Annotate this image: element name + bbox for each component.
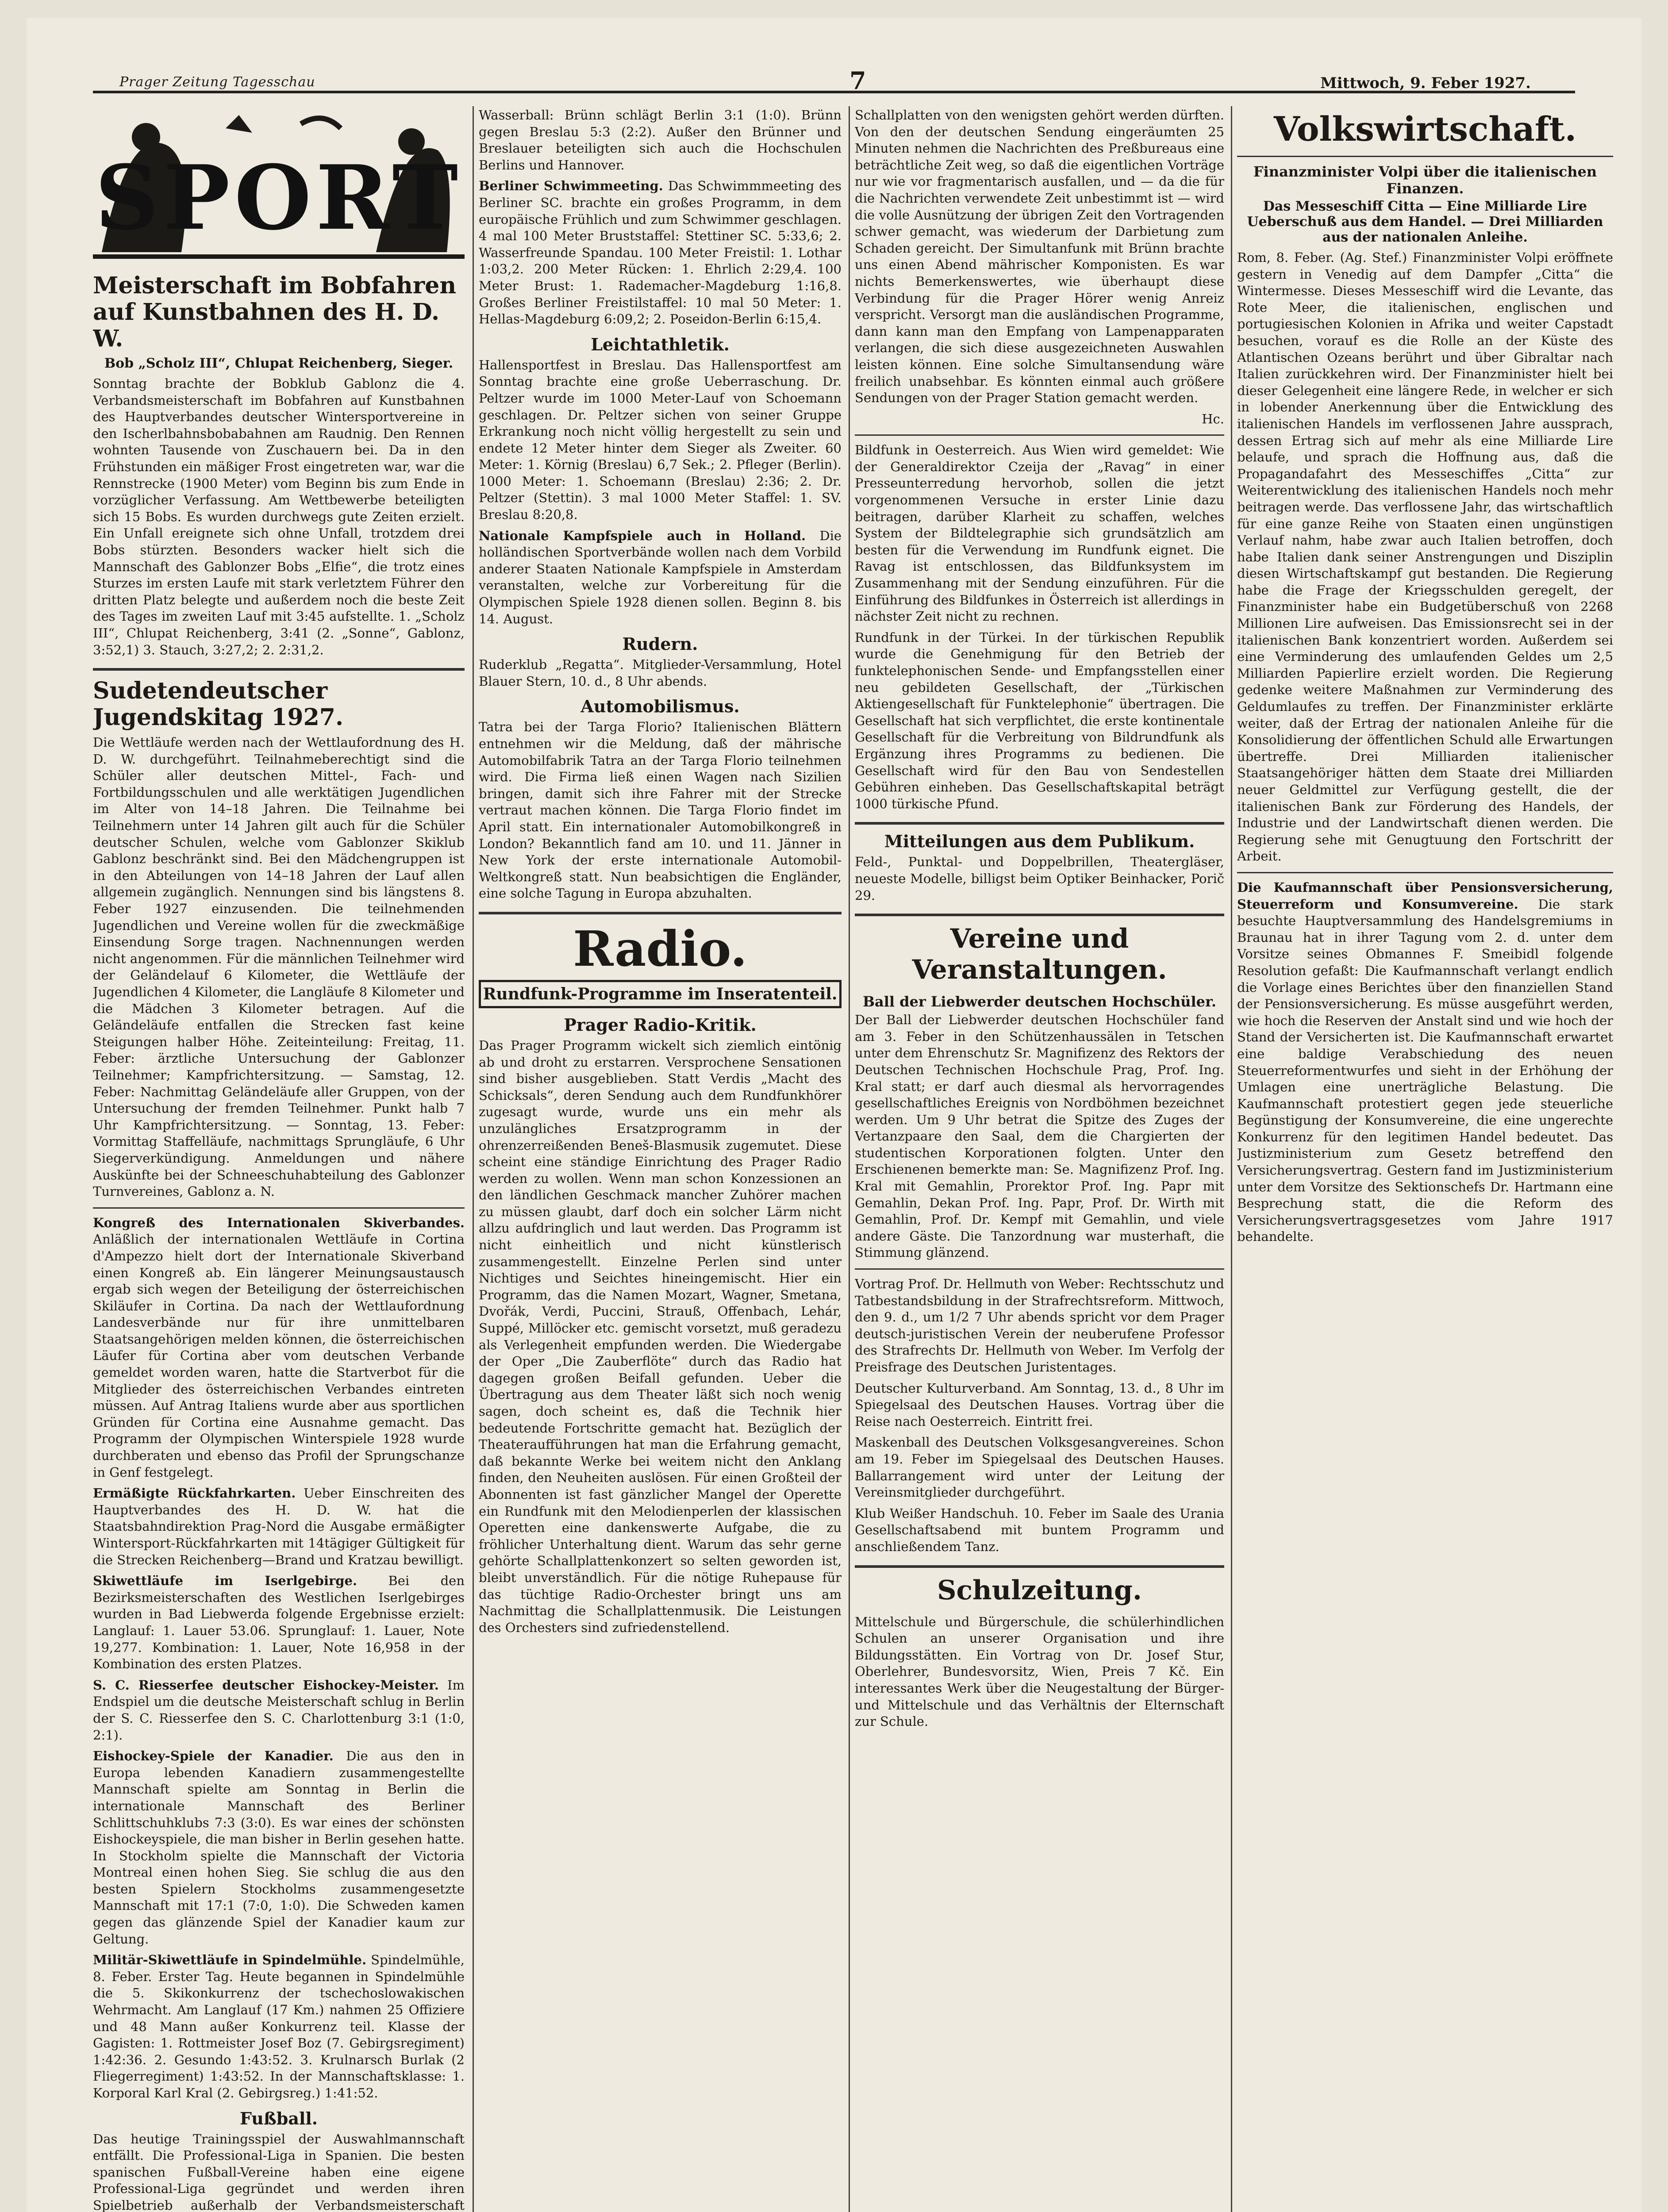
article-text: Spindelmühle, 8. Feber. Erster Tag. Heute begannen in Spindelmühle die 5. Skikonkurrenz der tschechoslowakischen Wehrmacht. Am Langlauf (17 Km.) nahmen 25 Offiziere und 48 Mann außer Konkurrenz teil. Klasse der Gagisten: 1. Rottmeister Josef Boz (7. Gebirgsregiment) 1:42:36. 2. Gesundo 1:43:52. 3. Krulnarsch Burlak (2 Fliegerregiment) 1:43:52. In der Mannschaftsklasse: 1. Korporal Karl Kral (2. Gebirgsreg.) 1:41:52. [93, 1952, 465, 2101]
article-body: Die Wettläufe werden nach der Wettlaufordnung des H. D. W. durchgeführt. Teilnahmeberechtigt sind die Schüler aller deutschen Mittel-, Fach- und Fortbildungsschulen und alle werktätigen Jugendlichen im Alter von 14–18 Jahren. Die Teilnahme bei Teilnehmern unter 14 Jahren gilt auch für die Schüler deutscher Schulen, welche vom Gablonzer Skiklub Gablonz beschränkt sind. Bei den Mädchengruppen ist in den Abteilungen von 14–18 Jahren der Lauf allen allgemein zugänglich. Nennungen sind bis längstens 8. Feber 1927 einzusenden. Die teilnehmenden Jugendlichen und Vereine wollen für die zweckmäßige Einsendung Sorge tragen. Nachnennungen werden nicht angenommen. Für die männlichen Teilnehmer wird der Geländelauf 6 Kilometer, die Wettläufe der Jugendlichen 4 Kilometer, die Langläufe 8 Kilometer und die Mädchen 3 Kilometer betragen. Auf die Geländeläufe entfallen die Strecken fast keine Steigungen halber Höhe. Zeiteinteilung: Freitag, 11. Feber: ärztliche Untersuchung der Gablonzer Teilnehmer; Kampfrichtersitzung. — Samstag, 12. Feber: Nachmittag Geländeläufe aller Gruppen, von der Untersuchung der fremden Teilnehmer. Punkt halb 7 Uhr Kampfrichtersitzung. — Sonntag, 13. Feber: Vormittag Staffelläufe, nachmittags Sprungläufe, 6 Uhr Siegerverkündigung. Anmeldungen und nähere Auskünfte bei der Schneeschuhabteilung des Gablonzer Turnvereines, Gablonz a. N. [93, 735, 465, 1199]
divider [1237, 156, 1613, 157]
divider [855, 434, 1224, 436]
article-body: Wasserball: Brünn schlägt Berlin 3:1 (1:0). Brünn gegen Breslau 5:3 (2:2). Außer den Brünner und Breslauer beteiligten sich auch die Hochschulen Berlins und Hannover. [479, 108, 842, 173]
column-sport [93, 106, 465, 2212]
headline: Ball der Liebwerder deutschen Hochschüler. [862, 993, 1217, 1010]
radio-program-notice: Rundfunk-Programme im Inseratenteil. [479, 980, 842, 1008]
article-body: Das heutige Trainingsspiel der Auswahlmannschaft entfällt. Die Professional-Liga in Spanien. Die besten spanischen Fußball-Vereine haben eine eigene Professional-Liga gegründet und werden ihren Spielbetrieb außerhalb der Verbandsmeisterschaft [93, 2131, 465, 2212]
article-body: Rundfunk in der Türkei. In der türkischen Republik wurde die Genehmigung für den Betrieb der funktelephonischen Sende- und Empfangsstellen einer neu gebildeten Gesellschaft, der „Türkischen Aktiengesellschaft für Funktelephonie“ übertragen. Die Gesellschaft hat sich verpflichtet, die erste kontinentale Gesellschaft für die Verbreitung von Bildrundfunk als Ergänzung ihres Programms zu bedienen. Die Gesellschaft wird für den Bau von Sendestellen Gebühren einheben. Das Gesellschaftskapital beträgt 1000 türkische Pfund. [855, 630, 1224, 811]
column-divider [849, 106, 850, 2212]
divider [855, 914, 1224, 916]
column-economy [1237, 106, 1613, 2212]
inline-headline: Eishockey-Spiele der Kanadier. [93, 1748, 334, 1764]
article-text: Anläßlich der internationalen Wettläufe in Cortina d'Ampezzo hielt dort der Internationale Skiverband einen Kongreß ab. Ein längerer Meinungsaustausch ergab sich wegen der Beteiligung der österreichischen Skiläufer in Cortina. Da nach der Wettlaufordnung Landesverbände nur für ihre unmittelbaren Staatsangehörigen melden können, die österreichischen Läufer für Cortina aber vom deutschen Verbande gemeldet worden waren, hatte die Startverbot für die Mitglieder des österreichischen Verbandes eintreten müssen. Auf Antrag Italiens wurde aber aus sportlichen Gründen für Cortina eine Ausnahme gemacht. Das Programm der Olympischen Winterspiele 1928 wurde durchberaten und ebenso das Profil der Sprungschanze in Genf festgelegt. [93, 1232, 465, 1480]
article-text: Ueber Einschreiten des Hauptverbandes des H. D. W. hat die Staatsbahndirektion Prag-Nord die Ausgabe ermäßigter Wintersport-Rückfahrkarten mit 14tägiger Gültigkeit für die Strecken Reichenberg—Brand und Kratzau bewilligt. [93, 1486, 465, 1567]
article-body: Das Prager Programm wickelt sich ziemlich eintönig ab und droht zu erstarren. Versprochene Sensationen sind bisher ausgeblieben. Statt Verdis „Macht des Schicksals“, deren Sendung auch dem Rundfunkhörer zugesagt wurde, wurde uns ein mehr als unzulängliches Ersatzprogramm in der ohrenzerreißenden Beneš-Blasmusik zugemutet. Diese scheint eine ständige Einrichtung des Prager Radio werden zu wollen. Wenn man schon Konzessionen an den ländlichen Geschmack mancher Zuhörer machen zu müssen glaubt, darf doch ein solcher Lärm nicht allzu aufdringlich und laut werden. Das Programm ist nicht einheitlich und nicht künstlerisch zusammengestellt. Einzelne Perlen sind unter Nichtiges und Seichtes hineingemischt. Hier ein Programm, das die Namen Mozart, Wagner, Smetana, Dvořák, Verdi, Puccini, Strauß, Offenbach, Lehár, Suppé, Millöcker etc. gemischt vorsetzt, muß geradezu als Verlegenheit empfunden werden. Die Wiedergabe der Oper „Die Zauberflöte“ durch das Radio hat dagegen großen Beifall gefunden. Ueber die Übertragung aus dem Theater läßt sich noch wenig sagen, doch scheint es, daß die Technik hier bedeutende Fortschritte gemacht hat. Bezüglich der Theateraufführungen hat man die Erfahrung gemacht, daß bekannte Werke bei weitem nicht den Anklang finden, den Neuheiten auslösen. Für einen Großteil der Abonnenten ist fast gänzlicher Mangel der Operette ein Rundfunk mit den Melodienperlen der klassischen Operetten eine dankenswerte Aufgabe, die zu fröhlicher Unterhaltung dient. Warum das sehr gerne gehörte Schallplattenkonzert so selten geworden ist, bleibt unverständlich. Für die nötige Ruhepause für das tüchtige Radio-Orchester bringt uns am Nachmittag die Schallplattenmusik. Die Leistungen des Orchesters sind zufriedenstellend. [479, 1037, 842, 1635]
inline-headline: Die Kaufmannschaft über Pensionsversicherung, Steuerreform und Konsumvereine. [1237, 879, 1613, 912]
newspaper-page [27, 18, 1641, 2212]
inline-headline: Nationale Kampfspiele auch in Holland. [479, 528, 806, 543]
article-body [479, 528, 842, 628]
school-section-title: Schulzeitung. [937, 1575, 1142, 1606]
article-body [93, 1677, 465, 1743]
headline: Sudetendeutscher Jugendskitag 1927. [93, 677, 344, 731]
article-text: Das Schwimmmeeting des Berliner SC. brachte ein großes Programm, in dem europäische Frühlich und zum Schwimmer geschlagen. 4 mal 100 Meter Bruststaffel: Stettiner SC. 5:33,6; 2. Wasserfreunde Spandau. 100 Meter Freistil: 1. Lothar 1:03,2. 200 Meter Rücken: 1. Ehrlich 2:29,4. 100 Meter Brust: 1. Rademacher-Magdeburg 1:16,8. Großes Berliner Freistilstaffel: 10 mal 50 Meter: 1. Hellas-Magdeburg 6:09,2; 2. Poseidon-Berlin 6:15,4. [479, 178, 842, 327]
sport-logo-text: SPORT [95, 146, 463, 250]
article-text: Die stark besuchte Hauptversammlung des Handelsgremiums in Braunau hat in ihrer Tagung vom 2. d. unter dem Vorsitze seines Obmannes F. Smeibidl folgende Resolution gefaßt: Die Kaufmannschaft verlangt endlich die Vorlage eines Berichtes über den finanziellen Stand der Pensionsversicherung. Es müsse ausgeführt werden, wie hoch die Reserven der Anstalt sind und wie hoch der Stand der Versicherten ist. Die Kaufmannschaft erwartet eine baldige Verabschiedung des neuen Steuerreformentwurfes und sieht in der Erhöhung der Umlagen eine unerträgliche Belastung. Die Kaufmannschaft protestiert gegen jede steuerliche Begünstigung der Konsumvereine, die eine ungerechte Konkurrenz für den legitimen Handel bedeutet. Das Justizministerium zum Gesetz betreffend den Versicherungsvertrag. Gestern fand im Justizministerium unter dem Vorsitze des Sektionschefs Dr. Hartmann eine Besprechung statt, die die Reform des Versicherungsvertragsgesetzes vom Jahre 1917 behandelte. [1237, 896, 1613, 1244]
article-body: Rom, 8. Feber. (Ag. Stef.) Finanzminister Volpi eröffnete gestern in Venedig auf dem Dampfer „Citta“ die Wintermesse. Dieses Messeschiff wird die Levante, das Rote Meer, die italienischen, englischen und portugiesischen Kolonien in Afrika und weiter Capstadt besuchen, vorauf es die Rolle an der Küste des Atlantischen Ozeans berührt und über Gibraltar nach Italien zurückkehren wird. Der Finanzminister hielt bei dieser Gelegenheit eine längere Rede, in welcher er sich in lobender Anerkennung über die Entwicklung des italienischen Handels im verflossenen Jahre aussprach, dessen Ertrag sich auf mehr als eine Milliarde Lire belaufe, und sprach die Hoffnung aus, daß die Propagandafahrt des Messeschiffes „Citta“ zur Weiterentwicklung des italienischen Handels noch mehr beitragen werde. Das verflossene Jahr, das wirtschaftlich für eine ganze Reihe von Staaten einen ungünstigen Verlauf nahm, habe zwar auch Italien betroffen, doch habe Italien dank seiner Anstrengungen und Disziplin diesen Wirtschaftskampf gut bestanden. Die Regierung habe die Frage der Kriegsschulden geregelt, der Finanzminister habe ein Budgetüberschuß von 2268 Millionen Lire aufweisen. Das Emissionsrecht sei in der italienischen Bank konzentriert worden. Außerdem sei eine Verminderung des umlaufenden Geldes um 2,5 Milliarden Papierlire erzielt worden. Die Regierung gedenke weitere Maßnahmen zur Verminderung des Geldumlaufes zu treffen. Der Finanzminister erklärte weiter, daß der Ertrag der nationalen Anleihe für die Konsolidierung der öffentlichen Schuld alle Erwartungen übertreffe. Drei Milliarden italienischer Staatsangehöriger hätten dem Staate drei Milliarden neuer Geldmittel zur Verfügung gestellt, die der italienischen Bank zur Förderung des Handels, der Industrie und der Landwirtschaft dienen werden. Die Regierung sehe mit Genugtuung den Fortschritt der Arbeit. [1237, 250, 1613, 864]
section-headline: Mitteilungen aus dem Publikum. [884, 831, 1195, 852]
inline-headline: Kongreß des Internationalen Skiverbandes. [93, 1215, 465, 1230]
economy-section-title: Volkswirtschaft. [1273, 109, 1577, 149]
article-text: Die holländischen Sportverbände wollen nach dem Vorbild anderer Staaten Nationale Kampfspiele in Amsterdam veranstalten, welche zur Vorbereitung für die Olympischen Spiele 1928 dienen sollen. Beginn 8. bis 14. August. [479, 528, 842, 626]
divider [93, 1207, 465, 1209]
section-headline: Rudern. [622, 634, 698, 654]
article-body [93, 1485, 465, 1568]
inline-headline: Berliner Schwimmeeting. [479, 178, 663, 194]
article-text: Im Endspiel um die deutsche Meisterschaft schlug in Berlin der S. C. Riesserfee den S. C. Charlottenburg 3:1 (1:0, 2:1). [93, 1677, 465, 1743]
article-body: Feld-, Punktal- und Doppelbrillen, Theatergläser, neueste Modelle, billigst beim Optiker Beinhacker, Porič 29. [855, 854, 1224, 903]
page-number: 7 [849, 66, 866, 95]
divider [855, 1565, 1224, 1568]
article-body: Tatra bei der Targa Florio? Italienischen Blättern entnehmen wir die Meldung, daß der mährische Automobilfabrik Tatra an der Targa Florio teilnehmen wird. Die Firma ließ einen Wagen nach Sizilien bringen, damit sich ihre Fahrer mit der Strecke vertraut machen können. Die Targa Florio findet im April statt. Ein internationaler Automobilkongreß in London? Bekanntlich fand am 10. und 11. Jänner in New York der erste internationale Automobil-Weltkongreß statt. Nun beabsichtigen die Engländer, eine solche Tagung in Europa abzuhalten. [479, 719, 842, 901]
article-body: Vortrag Prof. Dr. Hellmuth von Weber: Rechtsschutz und Tatbestandsbildung in der Strafrechtsreform. Mittwoch, den 9. d., um 1/2 7 Uhr abends spricht vor dem Prager deutsch-juristischen Verein der neuberufene Professor des Strafrechts Dr. Hellmuth von Weber. Im Verfolg der Preisfrage des Deutschen Juristentages. [855, 1276, 1224, 1375]
inline-headline: S. C. Riesserfee deutscher Eishockey-Meister. [93, 1677, 439, 1693]
column-divider [1231, 106, 1232, 2212]
sport-logo [93, 106, 465, 265]
radio-section-title: Radio. [573, 920, 747, 977]
section-headline: Leichtathletik. [591, 334, 730, 354]
article-body: Der Ball der Liebwerder deutschen Hochschüler fand am 3. Feber in den Schützenhaussälen in Tetschen unter dem Ehrenschutz Sr. Magnifizenz des Rektors der Deutschen Technischen Hochschule Prag, Prof. Ing. Kral statt; er darf auch diesmal als hervorragendes gesellschaftliches Ereignis von Nordböhmen bezeichnet werden. Um 9 Uhr betrat die Spitze des Zuges der Vertanzpaare den Saal, dem die Chargierten der studentischen Korporationen folgten. Unter den Erschienenen bemerkte man: Se. Magnifizenz Prof. Ing. Kral mit Gemahlin, Prorektor Prof. Ing. Papr mit Gemahlin, Dekan Prof. Ing. Papr, Prof. Dr. Wirth mit Gemahlin, Prof. Dr. Kempf mit Gemahlin, und viele andere Gäste. Die Tanzordnung war musterhaft, die Stimmung glänzend. [855, 1012, 1224, 1260]
byline: Bob „Scholz III“, Chlupat Reichenberg, Sieger. [104, 356, 454, 371]
article-body: Ruderklub „Regatta“. Mitglieder-Versammlung, Hotel Blauer Stern, 10. d., 8 Uhr abends. [479, 657, 842, 689]
masthead-rule [93, 91, 1575, 93]
divider [855, 1268, 1224, 1270]
divider [855, 822, 1224, 825]
column-radio-events [855, 106, 1224, 2212]
article-body [93, 1573, 465, 1673]
article-body: Klub Weißer Handschuh. 10. Feber im Saale des Urania Gesellschaftsabend mit buntem Programm und anschließendem Tanz. [855, 1505, 1224, 1554]
article-body: Deutscher Kulturverband. Am Sonntag, 13. d., 8 Uhr im Spiegelsaal des Deutschen Hauses. Vortrag über die Reise nach Oesterreich. Eintritt frei. [855, 1380, 1224, 1429]
headline: Meisterschaft im Bobfahren auf Kunstbahnen des H. D. W. [93, 272, 457, 352]
article-text: Bei den Bezirksmeisterschaften des Westlichen Iserlgebirges wurden in Bad Liebwerda folgende Ergebnisse erzielt: Langlauf: 1. Lauer 53.06. Sprunglauf: 1. Lauer, Note 19,277. Kombination: 1. Lauer, Note 16,958 in der Kombination des ersten Platzes. [93, 1573, 465, 1672]
article-body: Maskenball des Deutschen Volksgesangvereines. Schon am 19. Feber im Spiegelsaal des Deutschen Hauses. Ballarrangement wird unter der Leitung der Vereinsmitglieder durchgeführt. [855, 1435, 1224, 1500]
article-body: Schallplatten von den wenigsten gehört werden dürften. Von den der deutschen Sendung eingeräumten 25 Minuten nehmen die Nachrichten des Preßbureaus eine beträchtliche Zeit weg, so daß die eigentlichen Vorträge nur wie vor fragmentarisch ausfallen, und — da die für die Nachrichten verwendete Zeit unbestimmt ist — wird die volle Ausnützung der übrigen Zeit den Vortragenden schwer gemacht, was wiederum der Darbietung zum Schaden gereicht. Der Simultanfunk mit Brünn brachte uns einen Abend mährischer Komponisten. Es war nichts Bemerkenswertes, wie überhaupt diese Verbindung für die Prager Hörer wenig Anreiz verspricht. Versorgt man die ausländischen Programme, dann kann man den Empfang von Lampenapparaten verlangen, die sich diese ausgezeichneten Auswahlen leisten können. Eine solche Simultansendung wäre freilich unabsehbar. Es könnten einmal auch größere Sendungen von der Prager Station gemacht werden. [855, 108, 1224, 406]
section-headline: Fußball. [239, 2108, 318, 2128]
author-signature: Hc. [1202, 411, 1224, 426]
masthead-date: Mittwoch, 9. Feber 1927. [1320, 74, 1531, 92]
article-body [93, 1952, 465, 2101]
section-headline: Automobilismus. [580, 696, 740, 717]
headline: Finanzminister Volpi über die italienischen Finanzen. [1253, 163, 1597, 197]
divider [93, 668, 465, 671]
article-body: Mittelschule und Bürgerschule, die schülerhindlichen Schulen an unserer Organisation und ihre Bildungsstätten. Ein Vortrag von Dr. Josef Stur, Oberlehrer, Bundesvorsitz, Wien, Preis 7 Kč. Ein interessantes Werk über die Neugestaltung der Bürger- und Mittelschule und das Verhältnis der Elternschaft zur Schule. [855, 1614, 1224, 1729]
article-body: Sonntag brachte der Bobklub Gablonz die 4. Verbandsmeisterschaft im Bobfahren auf Kunstbahnen des Hauptverbandes deutscher Wintersportvereine in den Ischerlbahnsbobabahnen am Raudnig. Den Rennen wohnten Tausende von Zuschauern bei. Da in den Frühstunden ein mäßiger Frost eingetreten war, war die Rennstrecke (1900 Meter) vom Beginn bis zum Ende in vorzüglicher Verfassung. Am Wettbewerbe beteiligten sich 15 Bobs. Es wurden durchwegs gute Zeiten erzielt. Ein Unfall ereignete sich ohne Unfall, trotzdem drei Bobs stürzten. Besonders wacker hielt sich die Mannschaft des Gablonzer Bobs „Elfie“, die trotz eines Sturzes im ersten Laufe mit stark verletztem Führer den dritten Platz belegte und außerdem noch die beste Zeit des Tages im zweiten Lauf mit 3:45 aufstellte. 1. „Scholz III“, Chlupat Reichenberg, 3:41 (2. „Sonne“, Gablonz, 3:52,1) 3. Stauch, 3:27,2; 2. 2:31,2. [93, 376, 465, 657]
divider [1237, 872, 1613, 873]
article-body [479, 178, 842, 327]
inline-headline: Skiwettläufe im Iserlgebirge. [93, 1573, 357, 1589]
section-headline: Prager Radio-Kritik. [564, 1014, 757, 1035]
inline-headline: Militär-Skiwettläufe in Spindelmühle. [93, 1952, 367, 1968]
inline-headline: Ermäßigte Rückfahrkarten. [93, 1486, 296, 1501]
article-text: Die aus den in Europa lebenden Kanadiern zusammengestellte Mannschaft spielte am Sonntag in Berlin die internationale Mannschaft des Berliner Schlittschuhklubs 7:3 (3:0). Es war eines der schönsten Eishockeyspiele, die man bisher in Berlin gesehen hatte. In Stockholm spielte die Mannschaft der Victoria Montreal einen hohen Sieg. Sie schlug die aus den besten Spielern Stockholms zusammengesetzte Mannschaft mit 17:1 (7:0, 1:0). Die Schweden kamen gegen das glänzende Spiel der Kanadier kaum zur Geltung. [93, 1748, 465, 1947]
article-body: Hallensportfest in Breslau. Das Hallensportfest am Sonntag brachte eine große Ueberraschung. Dr. Peltzer wurde im 1000 Meter-Lauf von Schoemann geschlagen. Dr. Peltzer sichen von seiner Gruppe Erkrankung noch nicht völlig hergestellt zu sein und endete 12 Meter hinter dem Sieger als Zweiter. 60 Meter: 1. Körnig (Breslau) 6,7 Sek.; 2. Pfleger (Berlin). 1000 Meter: 1. Schoemann (Breslau) 2:36; 2. Dr. Peltzer (Stettin). 3 mal 1000 Meter Staffel: 1. SV. Breslau 8:20,8. [479, 357, 842, 522]
column-sport-radio [479, 106, 842, 2212]
article-body [1237, 879, 1613, 1245]
masthead-left: Prager Zeitung Tagesschau [119, 74, 315, 90]
column-divider [473, 106, 474, 2212]
article-body [93, 1748, 465, 1947]
events-section-title: Vereine und Veranstaltungen. [912, 923, 1167, 986]
article-body [93, 1215, 465, 1481]
subheadline: Das Messeschiff Citta — Eine Milliarde Lire Ueberschuß aus dem Handel. — Drei Milliarden aus der nationalen Anleihe. [1247, 199, 1603, 245]
divider [479, 912, 842, 914]
article-body: Bildfunk in Oesterreich. Aus Wien wird gemeldet: Wie der Generaldirektor Czeija der „Ravag“ in einer Presseunterredung hervorhob, sollen die jetzt vorgenommenen Versuche in erster Linie dazu beitragen, darüber Klarheit zu schaffen, welches System der Bildtelegraphie sich grundsätzlich am besten für die Verwendung im Rundfunk eignet. Die Ravag ist entschlossen, das Bildfunksystem im Zusammenhang mit der Sendung einzuführen. Für die Einführung des Bildfunkes in Österreich ist allerdings in nächster Zeit nicht zu rechnen. [855, 442, 1224, 624]
